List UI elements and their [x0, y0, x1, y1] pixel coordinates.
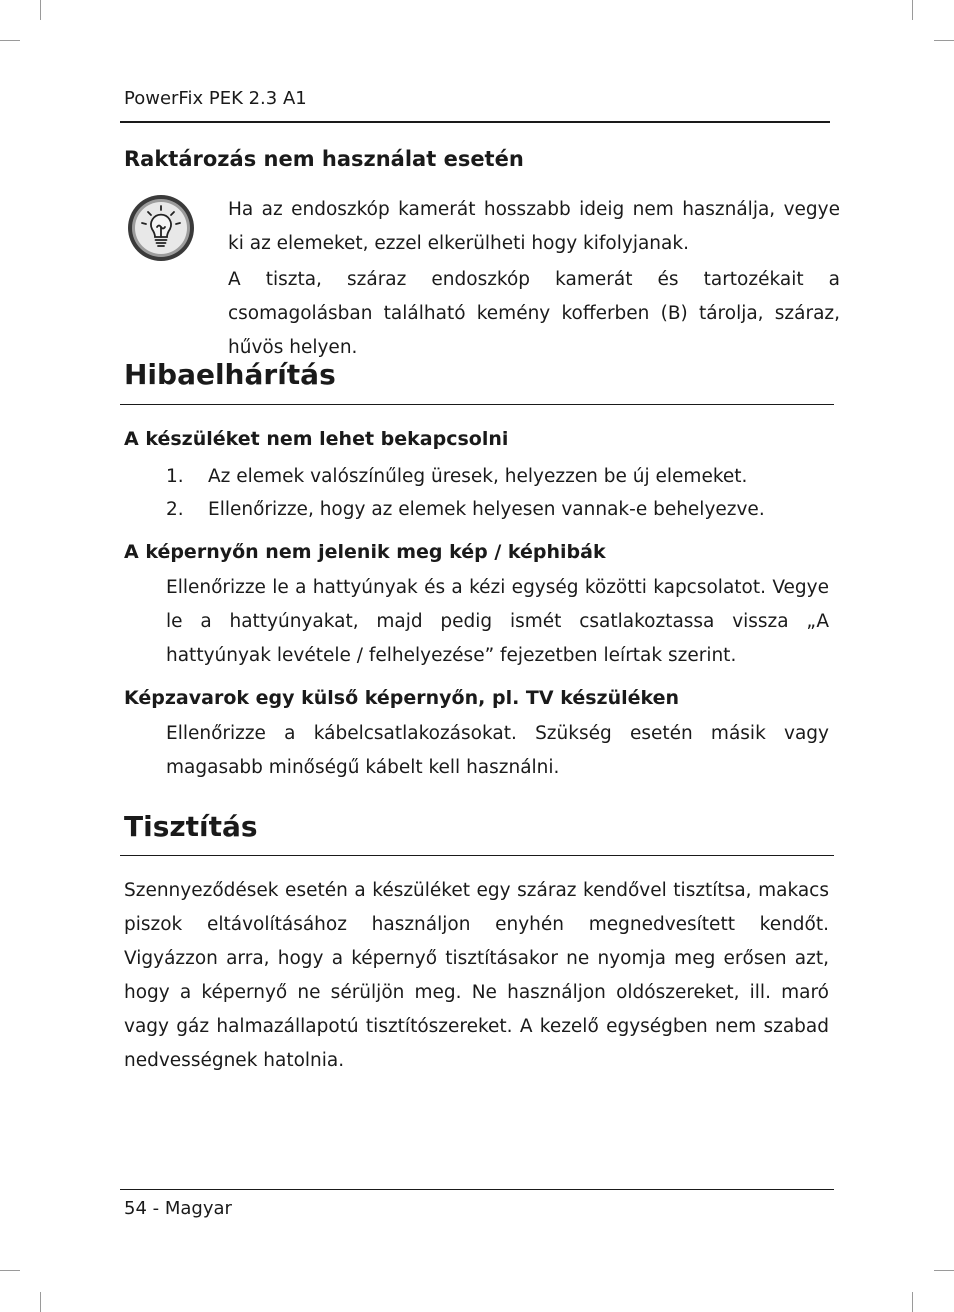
- cleaning-heading: Tisztítás: [124, 810, 258, 843]
- list-item: [166, 460, 830, 493]
- storage-paragraph-2: A tiszta, száraz endoszkóp kamerát és tartozékait a csomagolásban található kemény kofferben (B) tárolja, száraz, hűvös helyen.: [228, 269, 840, 358]
- header-rule: [120, 121, 830, 123]
- storage-heading: Raktározás nem használat esetén: [124, 147, 524, 171]
- list-text: Ellenőrizze, hogy az elemek helyesen vannak-e behelyezve.: [208, 499, 765, 520]
- crop-mark: [912, 1292, 913, 1312]
- running-header: PowerFix PEK 2.3 A1: [124, 88, 307, 109]
- storage-paragraph-1: Ha az endoszkóp kamerát hosszabb ideig nem használja, vegye ki az elemeket, ezzel elkerülheti hogy kifolyjanak.: [228, 199, 840, 254]
- cleaning-text: Szennyeződések esetén a készüléket egy száraz kendővel tisztítsa, makacs piszok eltávolításához használjon enyhén megnedvesített kendőt. Vigyázzon arra, hogy a képernyő tisztításakor ne nyomja meg erősen azt, hogy a képernyő ne sérüljön meg. Ne használjon oldószereket, ill. maró vagy gáz halmazállapotú tisztítószereket. A kezelő egységben nem szabad nedvességnek hatolnia.: [124, 880, 829, 1071]
- crop-mark: [0, 40, 20, 41]
- crop-mark: [934, 40, 954, 41]
- list-text: Az elemek valószínűleg üresek, helyezzen be új elemeket.: [208, 466, 748, 487]
- power-issue-heading: A készüléket nem lehet bekapcsolni: [124, 428, 509, 450]
- page-number: 54 - Magyar: [124, 1198, 232, 1219]
- list-number: 2.: [166, 499, 184, 520]
- crop-mark: [912, 0, 913, 20]
- footer-rule: [120, 1189, 834, 1190]
- external-screen-text: Ellenőrizze a kábelcsatlakozásokat. Szükség esetén másik vagy magasabb minőségű kábelt kell használni.: [166, 723, 829, 778]
- troubleshooting-heading: Hibaelhárítás: [124, 358, 336, 391]
- external-screen-heading: Képzavarok egy külső képernyőn, pl. TV készüléken: [124, 687, 680, 709]
- no-image-heading: A képernyőn nem jelenik meg kép / képhibák: [124, 541, 606, 563]
- section-rule: [120, 404, 834, 405]
- crop-mark: [0, 1270, 20, 1271]
- crop-mark: [934, 1270, 954, 1271]
- lightbulb-icon: [126, 193, 196, 263]
- section-rule: [120, 855, 834, 856]
- crop-mark: [40, 1292, 41, 1312]
- list-item: [166, 493, 830, 526]
- list-number: 1.: [166, 466, 184, 487]
- crop-mark: [40, 0, 41, 20]
- power-issue-list: [166, 460, 830, 526]
- no-image-text: Ellenőrizze le a hattyúnyak és a kézi egység közötti kapcsolatot. Vegye le a hattyúnyakat, majd pedig ismét csatlakoztassa vissza „A hattyúnyak levétele / felhelyezése” fejezetben leírtak szerint.: [166, 577, 829, 666]
